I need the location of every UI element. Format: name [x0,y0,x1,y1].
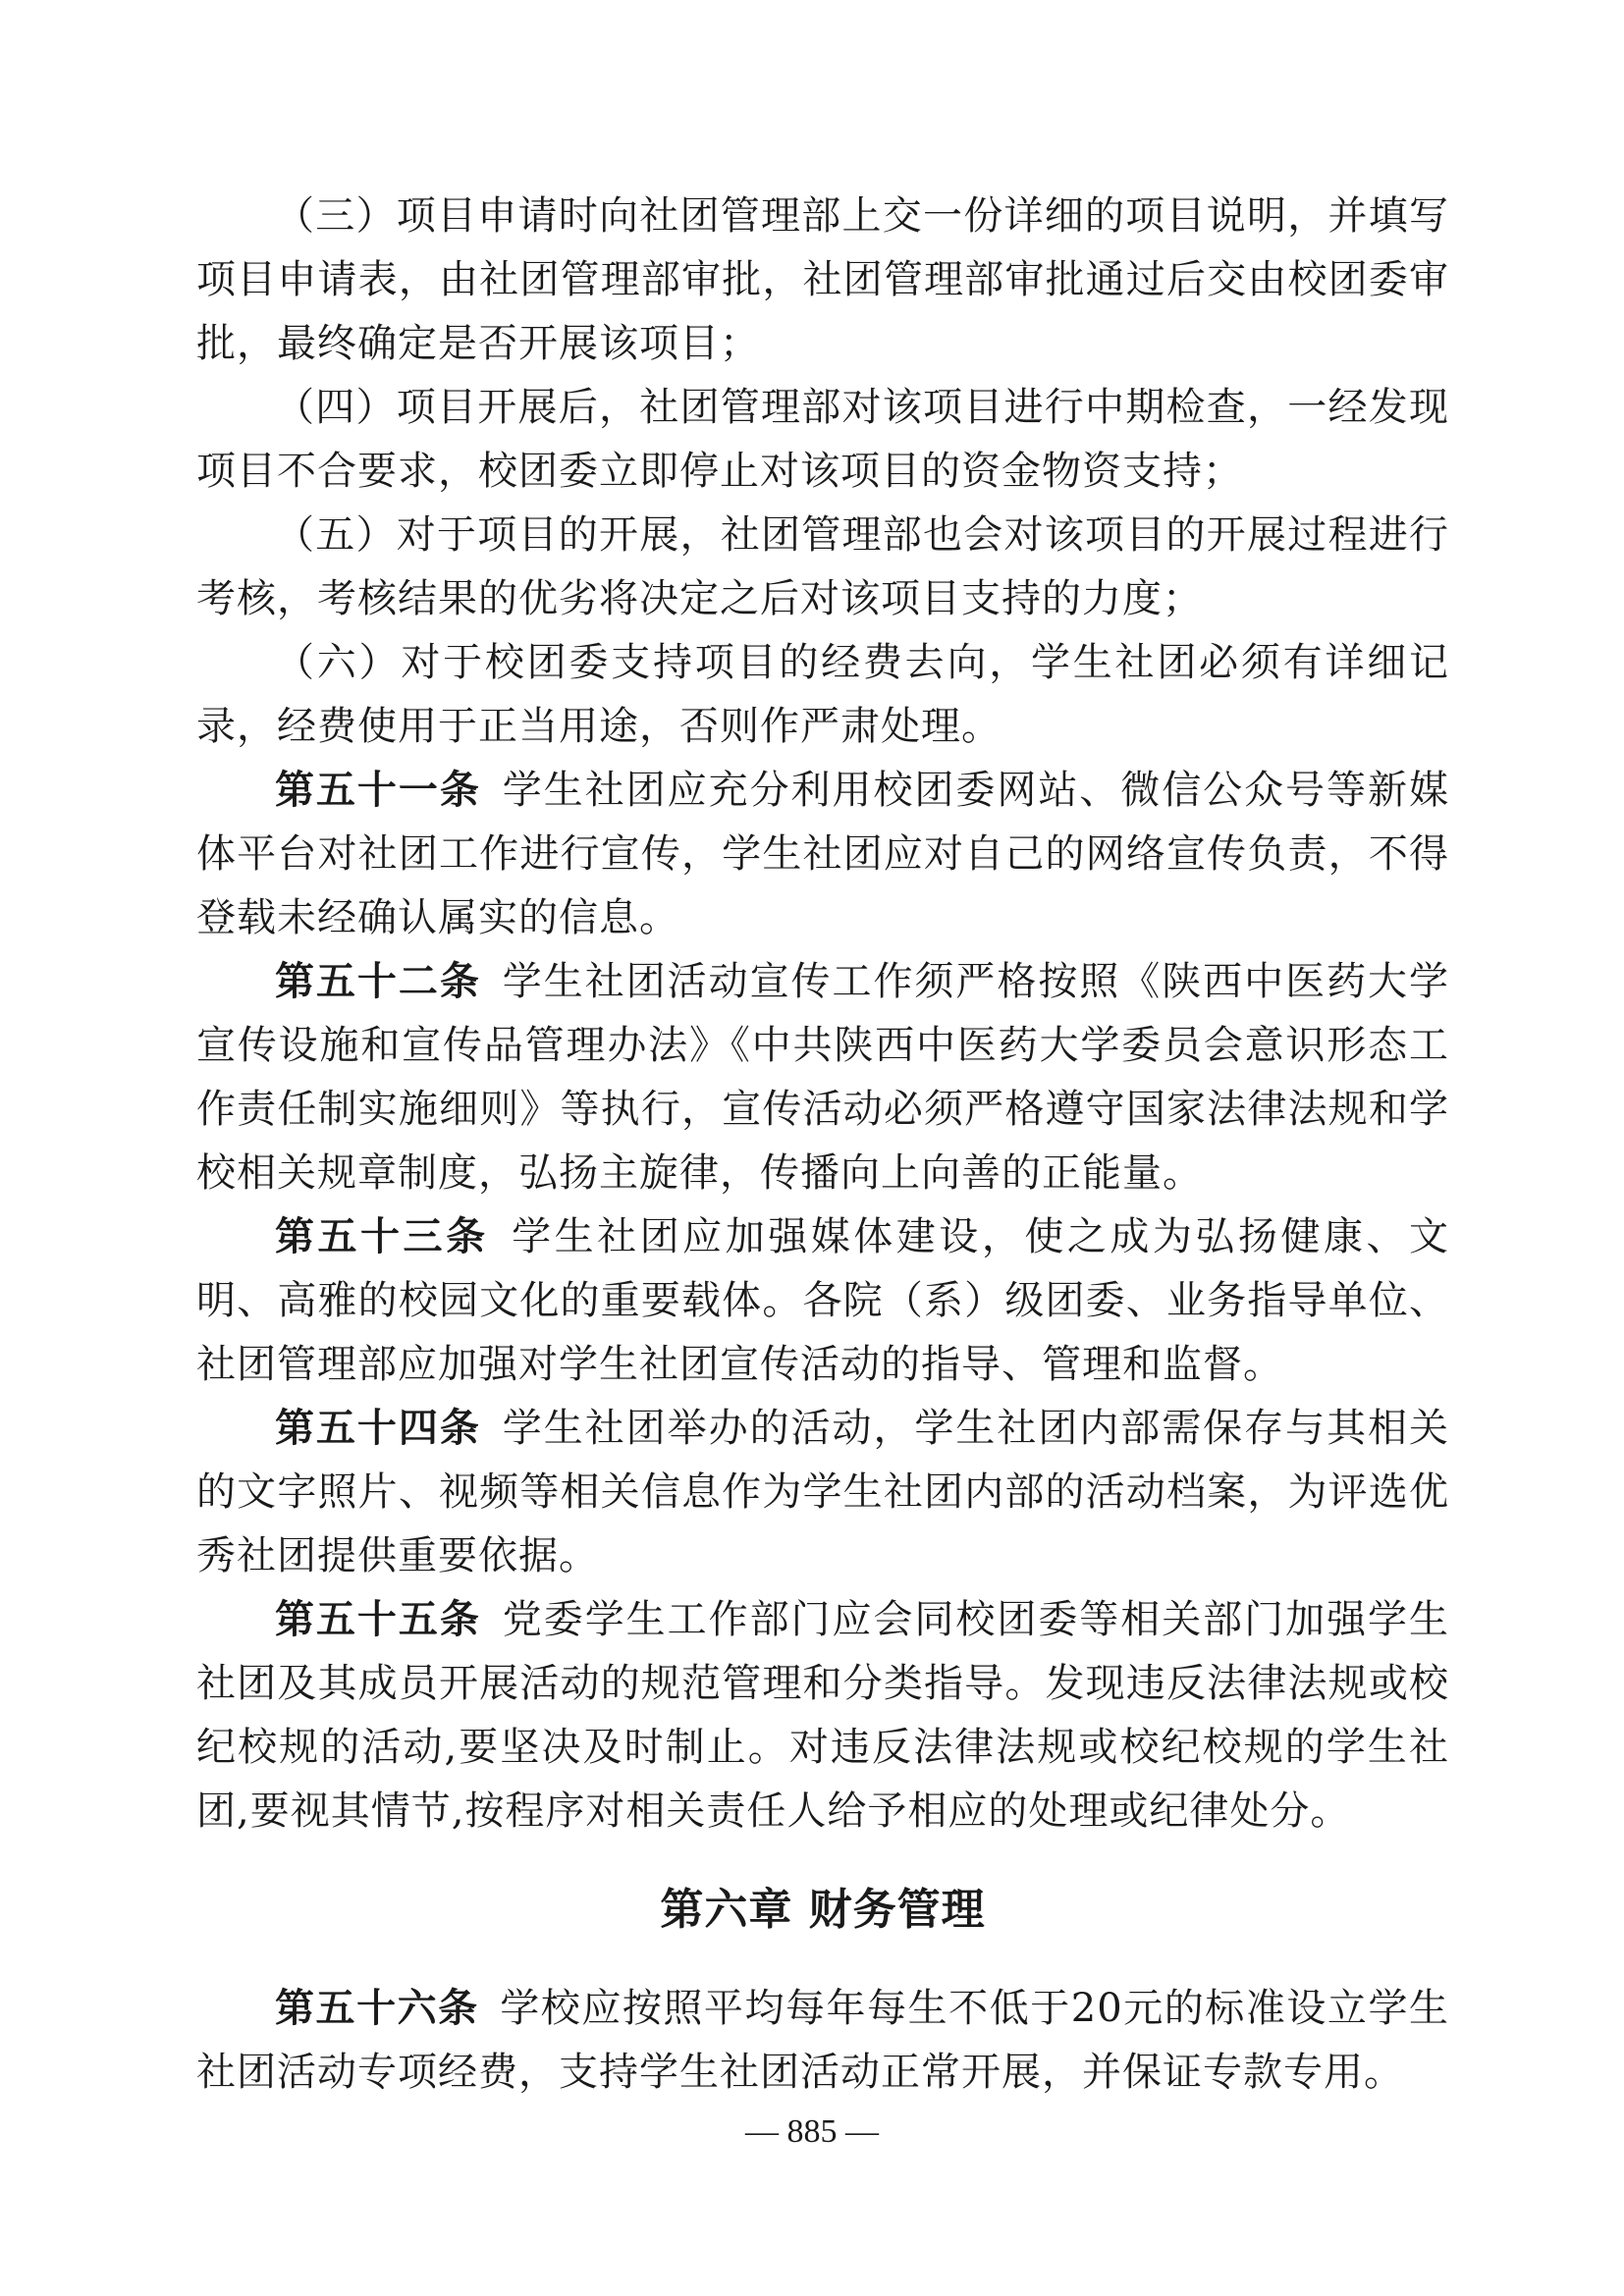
paragraph-text: （三）项目申请时向社团管理部上交一份详细的项目说明，并填写项目申请表，由社团管理部审批，社团管理部审批通过后交由校团委审批，最终确定是否开展该项目； [196,193,1449,366]
paragraph [196,1397,1449,1588]
paragraph-text: 学生社团举办的活动，学生社团内部需保存与其相关的文字照片、视频等相关信息作为学生社团内部的活动档案，为评选优秀社团提供重要依据。 [196,1406,1450,1578]
article-label: 第五十二条 [275,959,481,1004]
paragraph-text: 党委学生工作部门应会同校团委等相关部门加强学生社团及其成员开展活动的规范管理和分类指导。发现违反法律法规或校纪校规的活动,要坚决及时制止。对违反法律法规或校纪校规的学生社团,要视其情节,按程序对相关责任人给予相应的处理或纪律处分。 [196,1597,1450,1834]
paragraph-text: 学生社团活动宣传工作须严格按照《陕西中医药大学宣传设施和宣传品管理办法》《中共陕西中医药大学委员会意识形态工作责任制实施细则》等执行，宣传活动必须严格遵守国家法律法规和学校相关规章制度，弘扬主旋律，传播向上向善的正能量。 [196,959,1450,1196]
page-number: — 885 — [745,2113,879,2150]
article-label: 第五十六条 [275,1986,479,2031]
chapter-title: 第六章 财务管理 [660,1885,986,1935]
paragraph-text: （六）对于校团委支持项目的经费去向，学生社团必须有详细记录，经费使用于正当用途，否则作严肃处理。 [196,640,1449,749]
paragraph [196,950,1449,1205]
paragraph [196,759,1449,950]
paragraph-group-bottom [196,1977,1449,2105]
paragraph [196,504,1449,631]
paragraph-text: 学生社团应充分利用校团委网站、微信公众号等新媒体平台对社团工作进行宣传，学生社团应对自己的网络宣传负责，不得登载未经确认属实的信息。 [196,768,1450,940]
paragraph-group-top [196,185,1449,1843]
paragraph-text: （五）对于项目的开展，社团管理部也会对该项目的开展过程进行考核，考核结果的优劣将决定之后对该项目支持的力度； [196,512,1449,621]
article-label: 第五十四条 [275,1406,481,1451]
article-label: 第五十一条 [275,768,481,813]
paragraph [196,631,1449,759]
paragraph-text: 学校应按照平均每年每生不低于20元的标准设立学生社团活动专项经费，支持学生社团活动正常开展，并保证专款专用。 [196,1986,1449,2095]
paragraph [196,1977,1449,2105]
paragraph [196,376,1449,504]
article-label: 第五十三条 [275,1214,489,1259]
document-body [196,185,1449,2105]
paragraph [196,1588,1449,1843]
paragraph [196,1205,1449,1397]
paragraph-text: 学生社团应加强媒体建设，使之成为弘扬健康、文明、高雅的校园文化的重要载体。各院（系）级团委、业务指导单位、社团管理部应加强对学生社团宣传活动的指导、管理和监督。 [196,1214,1450,1387]
paragraph [196,185,1449,376]
paragraph-text: （四）项目开展后，社团管理部对该项目进行中期检查，一经发现项目不合要求，校团委立即停止对该项目的资金物资支持； [196,385,1449,494]
article-label: 第五十五条 [275,1597,481,1642]
